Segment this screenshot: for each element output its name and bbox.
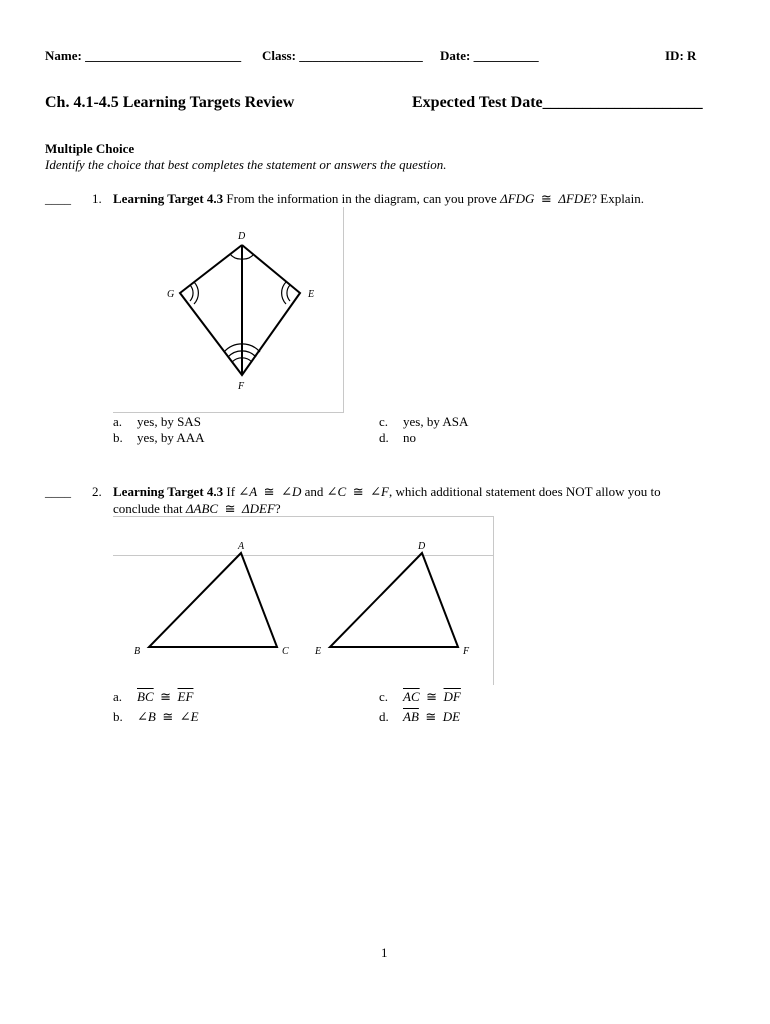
choice-text: no: [403, 430, 416, 445]
section-instructions: Identify the choice that best completes the statement or answers the question.: [45, 157, 447, 172]
choice-text: yes, by AAA: [137, 430, 205, 445]
page-title: Ch. 4.1-4.5 Learning Targets Review: [45, 94, 295, 111]
class-blank: ___________________: [299, 48, 423, 63]
q1-kite-diagram: [160, 225, 330, 395]
q1-text: From the information in the diagram, can you prove: [226, 191, 497, 206]
q2-angle-c: ∠C: [326, 484, 347, 499]
name-field[interactable]: [45, 48, 241, 64]
choice-letter: b.: [113, 430, 123, 445]
q1-congruent: ≅: [540, 191, 552, 206]
q2-answer-blank[interactable]: ____: [45, 484, 71, 499]
date-blank: __________: [473, 48, 539, 63]
segment-de: DE: [442, 709, 461, 724]
test-date-label: Expected Test Date: [412, 94, 543, 111]
label-f: F: [238, 381, 245, 392]
label-d: D: [418, 541, 426, 552]
q2-congruent-2: ≅: [352, 484, 364, 499]
choice-letter: c.: [379, 414, 389, 429]
id-label: ID: R: [665, 48, 697, 63]
choice-letter: a.: [113, 689, 123, 704]
angle-mark-g-2: [194, 282, 198, 304]
choice-letter: a.: [113, 414, 123, 429]
q2-and: and: [304, 484, 324, 499]
date-field[interactable]: [440, 48, 539, 64]
choice-text: yes, by SAS: [137, 414, 201, 429]
q2-triangle-def: ΔDEF: [242, 501, 275, 516]
label-e: E: [308, 289, 315, 300]
q1-triangle-2: ΔFDE: [558, 191, 592, 206]
page-number: 1: [381, 945, 388, 960]
angle-mark-g-1: [190, 285, 193, 301]
label-e: E: [315, 646, 322, 657]
q1-target: Learning Target 4.3: [113, 191, 224, 206]
q2-angle-d: ∠D: [281, 484, 302, 499]
class-field[interactable]: [262, 48, 423, 64]
label-g: G: [167, 289, 175, 300]
q2-stem-line-1: [113, 484, 661, 500]
congruent-symbol: ≅: [162, 709, 174, 724]
angle-e: ∠E: [179, 709, 199, 724]
label-a: A: [238, 541, 245, 552]
choice-letter: b.: [113, 709, 123, 724]
q1-choice-b[interactable]: [113, 430, 205, 446]
label-c: C: [282, 646, 289, 657]
class-label: Class:: [262, 48, 296, 63]
q2-stem-line-2: [113, 501, 281, 517]
q1-answer-blank[interactable]: ____: [45, 191, 71, 206]
segment-ab: $\overline{AB}$: [403, 709, 419, 724]
choice-text: yes, by ASA: [403, 414, 469, 429]
q1-choice-a[interactable]: [113, 414, 201, 430]
q2-text-rest: , which additional statement does NOT allow you to: [388, 484, 661, 499]
q2-congruent-3: ≅: [224, 501, 236, 516]
q2-choice-b[interactable]: [113, 709, 199, 725]
label-f: F: [463, 646, 470, 657]
q2-number: 2.: [92, 484, 102, 499]
angle-mark-d-left: [230, 254, 242, 259]
q2-angle-a: ∠A: [238, 484, 258, 499]
choice-letter: d.: [379, 430, 389, 445]
congruent-symbol: ≅: [160, 689, 172, 704]
triangle-def: [330, 553, 458, 647]
choice-letter: d.: [379, 709, 389, 724]
q2-angle-f: ∠F: [370, 484, 389, 499]
q1-triangle-1: ΔFDG: [500, 191, 535, 206]
q1-choice-d[interactable]: [379, 430, 416, 446]
segment-ac: $\overline{AC}$: [403, 689, 420, 704]
congruent-symbol: ≅: [425, 709, 437, 724]
q1-number: 1.: [92, 191, 102, 206]
label-d: D: [238, 231, 246, 242]
q2-conclude: conclude that: [113, 501, 183, 516]
section-heading: Multiple Choice: [45, 141, 135, 156]
name-blank: ________________________: [85, 48, 242, 63]
q2-if: If: [226, 484, 236, 499]
q2-qmark: ?: [274, 501, 281, 516]
q2-target: Learning Target 4.3: [113, 484, 224, 499]
q1-stem: [113, 191, 644, 207]
congruent-symbol: ≅: [426, 689, 438, 704]
test-date-field[interactable]: [412, 94, 703, 112]
q2-triangles-diagram: [120, 535, 490, 665]
segment-bc: $\overline{BC}$: [137, 689, 154, 704]
angle-mark-e-2: [282, 282, 286, 304]
angle-mark-d-right: [242, 254, 254, 259]
q1-choice-c[interactable]: [379, 414, 468, 430]
angle-mark-e-1: [287, 285, 290, 301]
q2-choice-a[interactable]: [113, 689, 193, 705]
name-label: Name:: [45, 48, 82, 63]
test-date-blank: ____________________: [542, 94, 703, 111]
q2-choice-c[interactable]: [379, 689, 461, 705]
segment-df: $\overline{DF}$: [443, 689, 461, 704]
q2-choice-d[interactable]: [379, 709, 460, 725]
q1-text-after: ? Explain.: [591, 191, 644, 206]
segment-ef: $\overline{EF}$: [177, 689, 194, 704]
angle-b: ∠B: [137, 709, 156, 724]
choice-letter: c.: [379, 689, 389, 704]
triangle-abc: [149, 553, 277, 647]
kite-outline: [180, 245, 300, 375]
date-label: Date:: [440, 48, 471, 63]
q2-triangle-abc: ΔABC: [185, 501, 219, 516]
label-b: B: [134, 646, 141, 657]
q2-congruent-1: ≅: [263, 484, 275, 499]
